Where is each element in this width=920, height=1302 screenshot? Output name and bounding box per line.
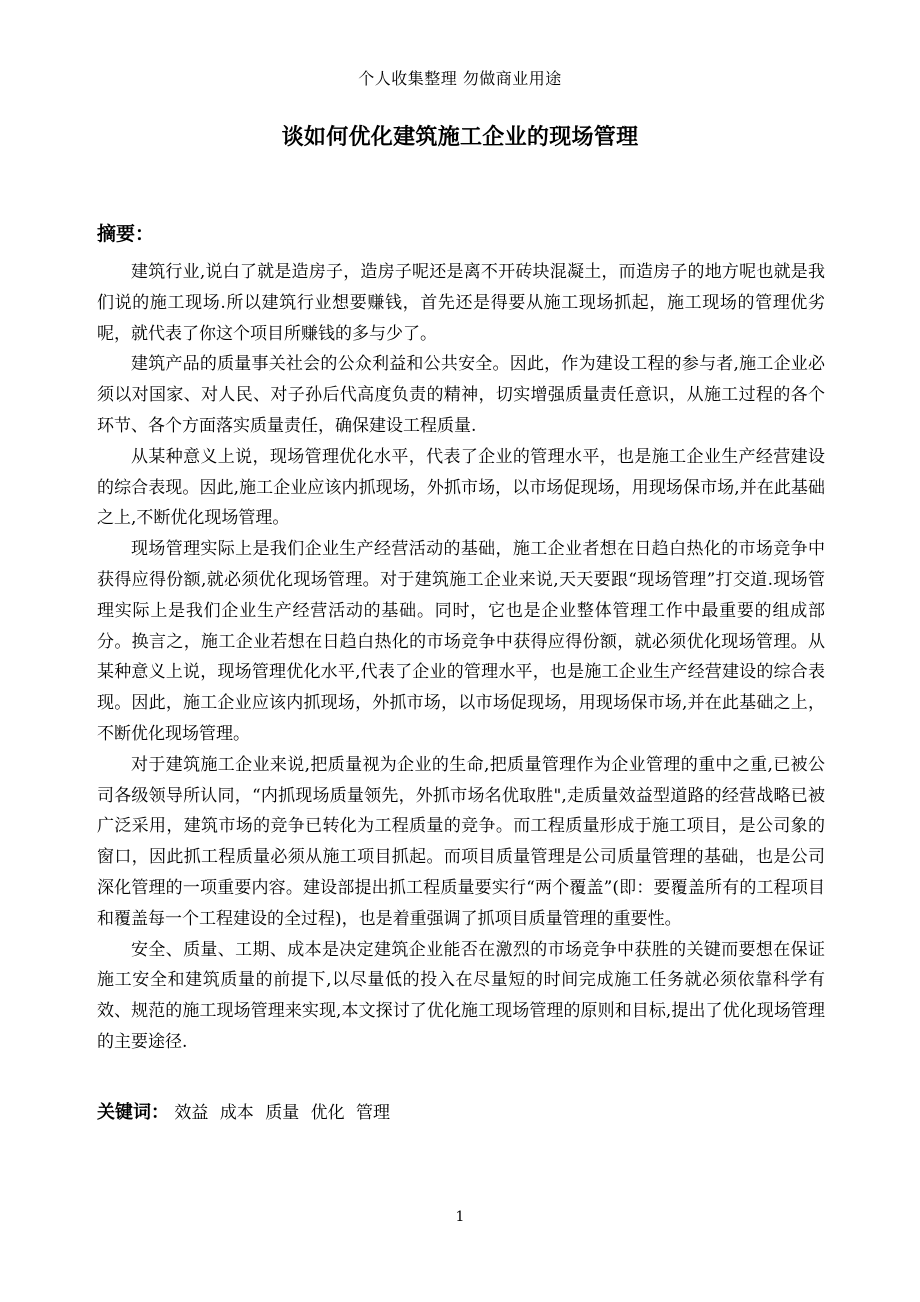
abstract-heading: 摘要： [97, 223, 155, 245]
keywords-line [97, 1098, 396, 1124]
keyword: 管理 [356, 1103, 391, 1123]
abstract-paragraph: 从某种意义上说，现场管理优化水平，代表了企业的管理水平，也是施工企业生产经营建设的综合表现。因此,施工企业应该内抓现场，外抓市场，以市场促现场，用现场保市场,并在此基础之上,不断优化现场管理。 [97, 446, 825, 529]
page-header: 个人收集整理 勿做商业用途 [358, 69, 562, 88]
abstract-paragraph: 现场管理实际上是我们企业生产经营活动的基础，施工企业者想在日趋白热化的市场竞争中获得应得份额,就必须优化现场管理。对于建筑施工企业来说,天天要跟“现场管理”打交道.现场管理实际上是我们企业生产经营活动的基础。同时，它也是企业整体管理工作中最重要的组成部分。换言之，施工企业若想在日趋白热化的市场竞争中获得应得份额，就必须优化现场管理。从某种意义上说，现场管理优化水平,代表了企业的管理水平，也是施工企业生产经营建设的综合表现。因此，施工企业应该内抓现场，外抓市场，以市场促现场，用现场保市场,并在此基础之上，不断优化现场管理。 [97, 539, 825, 744]
page-number: 1 [455, 1209, 465, 1225]
abstract-paragraph: 安全、质量、工期、成本是决定建筑企业能否在激烈的市场竞争中获胜的关键而要想在保证施工安全和建筑质量的前提下,以尽量低的投入在尽量短的时间完成施工任务就必须依靠科学有效、规范的施工现场管理来实现,本文探讨了优化施工现场管理的原则和目标,提出了优化现场管理的主要途径. [97, 939, 825, 1052]
keyword: 效益 [174, 1103, 209, 1123]
keyword: 成本 [219, 1103, 254, 1123]
keywords-label: 关键词： [97, 1102, 169, 1123]
abstract-paragraph: 对于建筑施工企业来说,把质量视为企业的生命,把质量管理作为企业管理的重中之重,已被公司各级领导所认同，“内抓现场质量领先，外抓市场名优取胜",走质量效益型道路的经营战略已被广泛采用，建筑市场的竞争已转化为工程质量的竞争。而工程质量形成于施工项目，是公司象的窗口，因此抓工程质量必须从施工项目抓起。而项目质量管理是公司质量管理的基础，也是公司深化管理的一项重要内容。建设部提出抓工程质量要实行“两个覆盖”(即：要覆盖所有的工程项目和覆盖每一个工程建设的全过程)，也是着重强调了抓项目质量管理的重要性。 [97, 754, 825, 929]
document-title: 谈如何优化建筑施工企业的现场管理 [281, 125, 639, 150]
keyword: 优化 [310, 1103, 345, 1123]
keyword: 质量 [265, 1103, 300, 1123]
abstract-body [97, 257, 825, 1058]
abstract-paragraph: 建筑行业,说白了就是造房子，造房子呢还是离不开砖块混凝土，而造房子的地方呢也就是我们说的施工现场.所以建筑行业想要赚钱，首先还是得要从施工现场抓起，施工现场的管理优劣呢，就代表了你这个项目所赚钱的多与少了。 [97, 262, 825, 344]
abstract-paragraph: 建筑产品的质量事关社会的公众利益和公共安全。因此，作为建设工程的参与者,施工企业必须以对国家、对人民、对子孙后代高度负责的精神，切实增强质量责任意识，从施工过程的各个环节、各个方面落实质量责任，确保建设工程质量. [97, 354, 825, 436]
